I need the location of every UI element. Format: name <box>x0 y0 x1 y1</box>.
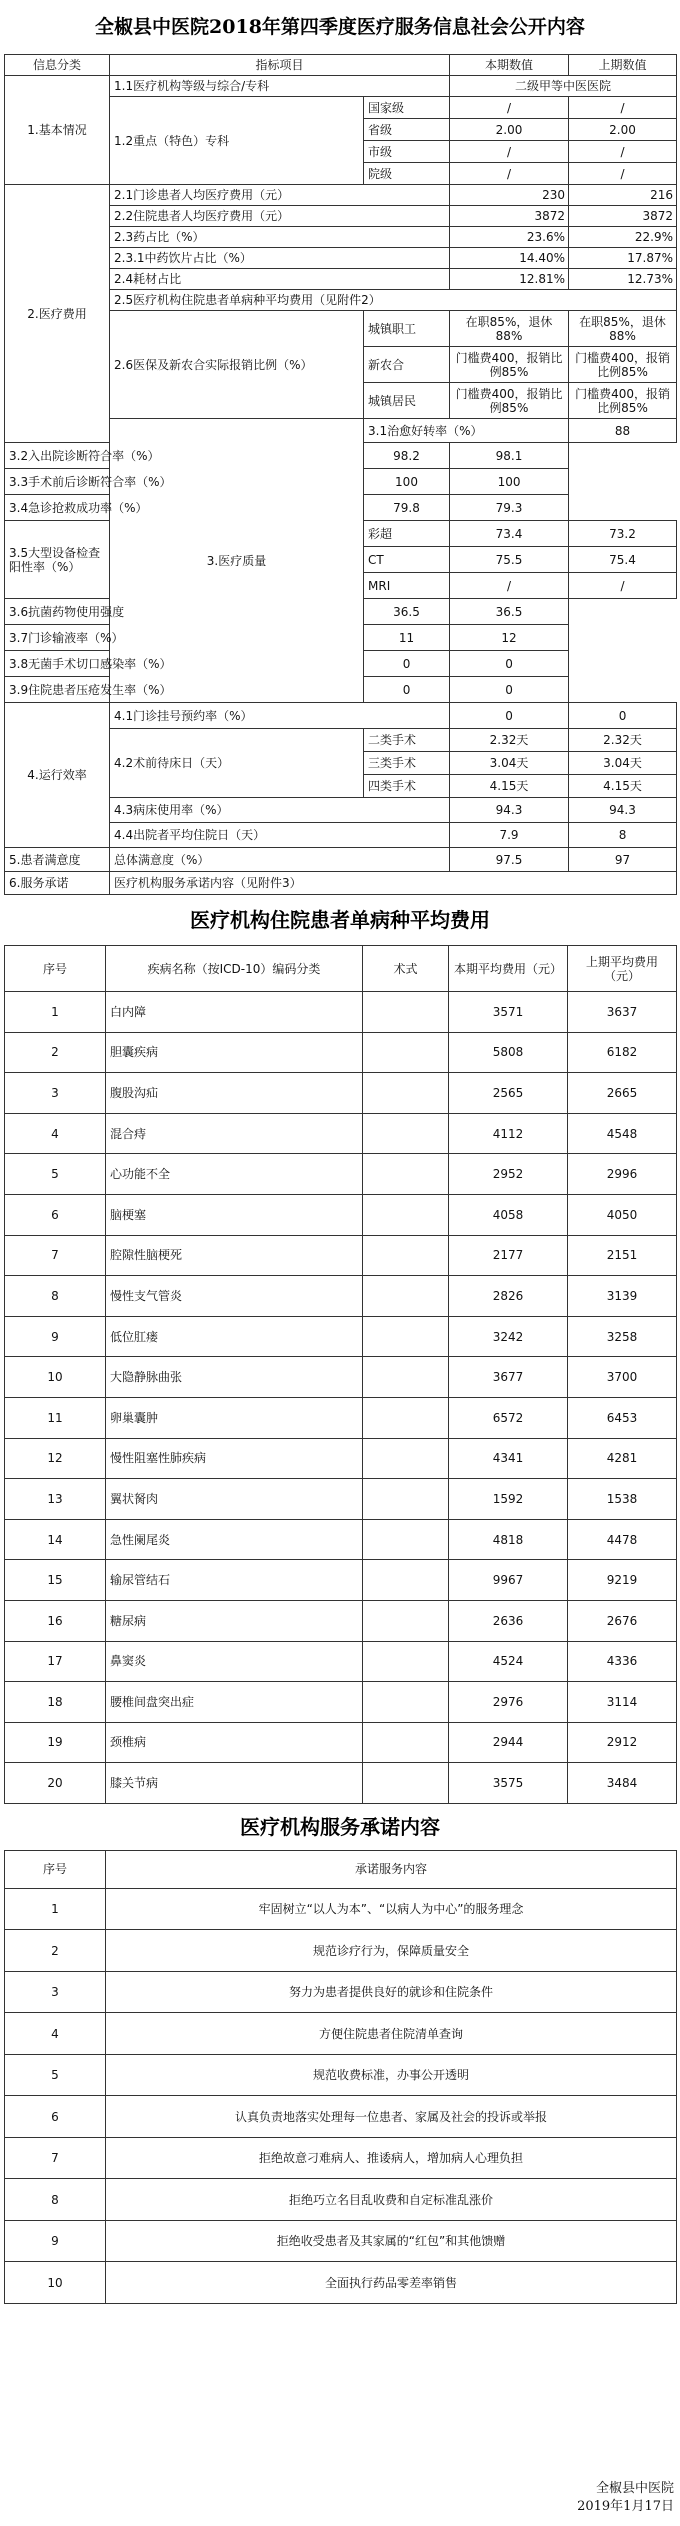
previous-cost: 2151 <box>568 1235 677 1276</box>
current-cost: 2944 <box>449 1722 568 1763</box>
previous-value: 17.87% <box>569 248 677 269</box>
row-number: 16 <box>5 1600 106 1641</box>
row-label: 2.5医疗机构住院患者单病种平均费用（见附件2） <box>110 290 677 311</box>
row-number: 14 <box>5 1519 106 1560</box>
header-indicator: 指标项目 <box>110 55 450 76</box>
current-value: / <box>450 141 569 163</box>
current-value: 在职85%，退休88% <box>450 311 569 347</box>
commitment-text: 全面执行药品零差率销售 <box>106 2262 677 2304</box>
row-number: 18 <box>5 1682 106 1723</box>
row-number: 2 <box>5 1032 106 1073</box>
table-row <box>5 1276 677 1317</box>
commitment-text: 规范诊疗行为，保障质量安全 <box>106 1930 677 1972</box>
table-row <box>5 1600 677 1641</box>
row-number: 17 <box>5 1641 106 1682</box>
current-value: 门槛费400，报销比例85% <box>450 383 569 419</box>
current-value: 2.32天 <box>450 729 569 752</box>
disease-name: 腰椎间盘突出症 <box>106 1682 363 1723</box>
table-row <box>5 1316 677 1357</box>
row-number: 3 <box>5 1073 106 1114</box>
previous-cost: 3114 <box>568 1682 677 1723</box>
current-cost: 2565 <box>449 1073 568 1114</box>
disease-cost-table <box>4 945 677 1804</box>
procedure <box>363 1722 449 1763</box>
disease-name: 心功能不全 <box>106 1154 363 1195</box>
row-label: 3.6抗菌药物使用强度 <box>5 599 364 625</box>
previous-value: / <box>569 163 677 185</box>
row-number: 4 <box>5 1113 106 1154</box>
table-row <box>5 443 677 469</box>
previous-cost: 2676 <box>568 1600 677 1641</box>
category-commitment: 6.服务承诺 <box>5 872 110 895</box>
row-number: 1 <box>5 1888 106 1930</box>
current-value: / <box>450 163 569 185</box>
commitment-text: 拒绝巧立名目乱收费和自定标准乱涨价 <box>106 2179 677 2221</box>
previous-value: 75.4 <box>569 547 677 573</box>
procedure <box>363 1438 449 1479</box>
previous-cost: 3637 <box>568 992 677 1033</box>
disease-name: 低位肛瘘 <box>106 1316 363 1357</box>
table-row <box>5 2013 677 2055</box>
table-row <box>5 599 677 625</box>
table-row <box>5 1073 677 1114</box>
commitment-text: 努力为患者提供良好的就诊和住院条件 <box>106 1971 677 2013</box>
table-row <box>5 1397 677 1438</box>
previous-cost: 4281 <box>568 1438 677 1479</box>
sub-label: 省级 <box>364 119 450 141</box>
row-number: 12 <box>5 1438 106 1479</box>
row-label: 2.1门诊患者人均医疗费用（元） <box>110 185 450 206</box>
previous-value: 门槛费400，报销比例85% <box>569 383 677 419</box>
commitment-text: 牢固树立“以人为本”、“以病人为中心”的服务理念 <box>106 1888 677 1930</box>
header-number: 序号 <box>5 946 106 992</box>
header-number: 序号 <box>5 1850 106 1888</box>
previous-cost: 9219 <box>568 1560 677 1601</box>
disease-name: 混合痔 <box>106 1113 363 1154</box>
current-cost: 4818 <box>449 1519 568 1560</box>
table-row <box>5 1154 677 1195</box>
row-label: 总体满意度（%） <box>110 848 450 872</box>
procedure <box>363 1276 449 1317</box>
sub-label: 四类手术 <box>364 775 450 798</box>
table-row <box>5 2220 677 2262</box>
table-row <box>5 1479 677 1520</box>
procedure <box>363 1600 449 1641</box>
row-number: 5 <box>5 1154 106 1195</box>
current-cost: 3575 <box>449 1763 568 1804</box>
sub-label: 城镇居民 <box>364 383 450 419</box>
row-label: 3.2入出院诊断符合率（%） <box>5 443 364 469</box>
row-label: 3.3手术前后诊断符合率（%） <box>5 469 364 495</box>
previous-value: 100 <box>450 469 569 495</box>
disease-name: 翼状胬肉 <box>106 1479 363 1520</box>
table-row <box>5 872 677 895</box>
current-cost: 2177 <box>449 1235 568 1276</box>
category-basic: 1.基本情况 <box>5 76 110 185</box>
row-number: 10 <box>5 1357 106 1398</box>
row-number: 15 <box>5 1560 106 1601</box>
row-label: 3.9住院患者压疮发生率（%） <box>5 677 364 703</box>
previous-cost: 1538 <box>568 1479 677 1520</box>
row-number: 7 <box>5 2137 106 2179</box>
previous-value: 94.3 <box>569 798 677 823</box>
previous-value: 在职85%，退休88% <box>569 311 677 347</box>
row-number: 4 <box>5 2013 106 2055</box>
table-row <box>5 1888 677 1930</box>
procedure <box>363 1316 449 1357</box>
procedure <box>363 1357 449 1398</box>
previous-value: 0 <box>450 677 569 703</box>
row-number: 8 <box>5 2179 106 2221</box>
table-header-row <box>5 1850 677 1888</box>
procedure <box>363 1641 449 1682</box>
current-value: 11 <box>364 625 450 651</box>
row-number: 2 <box>5 1930 106 1972</box>
signature-block <box>577 2480 674 2516</box>
current-cost: 4058 <box>449 1194 568 1235</box>
table-row <box>5 703 677 729</box>
current-cost: 3677 <box>449 1357 568 1398</box>
table-row <box>5 1194 677 1235</box>
commitment-text: 方便住院患者住院清单查询 <box>106 2013 677 2055</box>
procedure <box>363 1032 449 1073</box>
previous-value: 97 <box>569 848 677 872</box>
row-number: 20 <box>5 1763 106 1804</box>
current-cost: 2976 <box>449 1682 568 1723</box>
procedure <box>363 1154 449 1195</box>
previous-value: 73.2 <box>569 521 677 547</box>
previous-value: 98.1 <box>450 443 569 469</box>
table-header-row <box>5 55 677 76</box>
header-disease: 疾病名称（按ICD-10）编码分类 <box>106 946 363 992</box>
header-current-cost: 本期平均费用（元） <box>449 946 568 992</box>
row-label: 3.1治愈好转率（%） <box>364 419 569 443</box>
previous-value: 0 <box>569 703 677 729</box>
current-value: 73.4 <box>450 521 569 547</box>
category-efficiency: 4.运行效率 <box>5 703 110 848</box>
header-procedure: 术式 <box>363 946 449 992</box>
previous-value: / <box>569 141 677 163</box>
current-value: 2.00 <box>450 119 569 141</box>
sub-label: 二类手术 <box>364 729 450 752</box>
table-row <box>5 1930 677 1972</box>
disease-name: 腹股沟疝 <box>106 1073 363 1114</box>
current-value: 230 <box>450 185 569 206</box>
disease-name: 颈椎病 <box>106 1722 363 1763</box>
sub-label: 新农合 <box>364 347 450 383</box>
previous-value: 79.3 <box>450 495 569 521</box>
procedure <box>363 1479 449 1520</box>
table-header-row <box>5 946 677 992</box>
table-row <box>5 1113 677 1154</box>
row-number: 9 <box>5 1316 106 1357</box>
row-number: 6 <box>5 1194 106 1235</box>
header-current: 本期数值 <box>450 55 569 76</box>
table-row <box>5 495 677 521</box>
sub-label: CT <box>364 547 450 573</box>
section-title-commitments: 医疗机构服务承诺内容 <box>240 1814 440 1839</box>
previous-value: 门槛费400，报销比例85% <box>569 347 677 383</box>
current-value: / <box>450 97 569 119</box>
current-value: 14.40% <box>450 248 569 269</box>
category-cost: 2.医疗费用 <box>5 185 110 443</box>
row-number: 11 <box>5 1397 106 1438</box>
previous-value: 12 <box>450 625 569 651</box>
current-value: 98.2 <box>364 443 450 469</box>
disease-name: 慢性支气管炎 <box>106 1276 363 1317</box>
table-row <box>5 1763 677 1804</box>
previous-cost: 6182 <box>568 1032 677 1073</box>
current-value: 7.9 <box>450 823 569 848</box>
row-label: 4.1门诊挂号预约率（%） <box>110 703 450 729</box>
current-value: 门槛费400，报销比例85% <box>450 347 569 383</box>
current-value: / <box>450 573 569 599</box>
row-label: 2.3药占比（%） <box>110 227 450 248</box>
header-previous-cost: 上期平均费用（元） <box>568 946 677 992</box>
commitment-text: 规范收费标准，办事公开透明 <box>106 2054 677 2096</box>
row-label: 3.8无菌手术切口感染率（%） <box>5 651 364 677</box>
section-title-disease-costs: 医疗机构住院患者单病种平均费用 <box>190 908 490 932</box>
current-value: 100 <box>364 469 450 495</box>
previous-value: / <box>569 97 677 119</box>
disease-name: 膝关节病 <box>106 1763 363 1804</box>
signature-org: 全椒县中医院 <box>595 2481 674 2496</box>
header-commitment: 承诺服务内容 <box>106 1850 677 1888</box>
current-cost: 4341 <box>449 1438 568 1479</box>
previous-value: 216 <box>569 185 677 206</box>
current-cost: 2636 <box>449 1600 568 1641</box>
current-cost: 9967 <box>449 1560 568 1601</box>
previous-cost: 3484 <box>568 1763 677 1804</box>
row-number: 8 <box>5 1276 106 1317</box>
row-label: 4.3病床使用率（%） <box>110 798 450 823</box>
previous-cost: 4478 <box>568 1519 677 1560</box>
disease-name: 急性阑尾炎 <box>106 1519 363 1560</box>
table-row <box>5 1682 677 1723</box>
row-label: 3.7门诊输液率（%） <box>5 625 364 651</box>
current-cost: 4524 <box>449 1641 568 1682</box>
row-label: 1.2重点（特色）专科 <box>110 97 364 185</box>
table-row <box>5 651 677 677</box>
table-row <box>5 677 677 703</box>
row-number: 19 <box>5 1722 106 1763</box>
previous-cost: 2665 <box>568 1073 677 1114</box>
disease-name: 腔隙性脑梗死 <box>106 1235 363 1276</box>
previous-cost: 4050 <box>568 1194 677 1235</box>
previous-cost: 4548 <box>568 1113 677 1154</box>
previous-cost: 4336 <box>568 1641 677 1682</box>
commitment-text: 认真负责地落实处理每一位患者、家属及社会的投诉或举报 <box>106 2096 677 2138</box>
current-cost: 2826 <box>449 1276 568 1317</box>
commitment-table <box>4 1850 677 2304</box>
table-row <box>5 1032 677 1073</box>
table-row <box>5 1357 677 1398</box>
signature-date: 2019年1月17日 <box>577 2499 674 2514</box>
procedure <box>363 1397 449 1438</box>
table-row <box>5 2262 677 2304</box>
row-label: 2.6医保及新农合实际报销比例（%） <box>110 311 364 419</box>
previous-value: 2.00 <box>569 119 677 141</box>
row-label: 4.2术前待床日（天） <box>110 729 364 798</box>
previous-value: 8 <box>569 823 677 848</box>
previous-cost: 2996 <box>568 1154 677 1195</box>
info-disclosure-table <box>4 54 677 895</box>
row-number: 10 <box>5 2262 106 2304</box>
current-value: 3872 <box>450 206 569 227</box>
row-number: 7 <box>5 1235 106 1276</box>
row-label: 2.2住院患者人均医疗费用（元） <box>110 206 450 227</box>
table-row <box>5 1560 677 1601</box>
previous-value: 4.15天 <box>569 775 677 798</box>
previous-cost: 6453 <box>568 1397 677 1438</box>
current-cost: 3571 <box>449 992 568 1033</box>
row-value: 二级甲等中医医院 <box>450 76 677 97</box>
report-page <box>4 0 676 2304</box>
disease-name: 卵巢囊肿 <box>106 1397 363 1438</box>
disease-name: 慢性阻塞性肺疾病 <box>106 1438 363 1479</box>
category-satisfaction: 5.患者满意度 <box>5 848 110 872</box>
current-value: 12.81% <box>450 269 569 290</box>
previous-value: 0 <box>450 651 569 677</box>
current-cost: 4112 <box>449 1113 568 1154</box>
disease-name: 鼻窦炎 <box>106 1641 363 1682</box>
current-value: 97.5 <box>450 848 569 872</box>
procedure <box>363 992 449 1033</box>
table-row <box>5 2179 677 2221</box>
row-label: 2.4耗材占比 <box>110 269 450 290</box>
row-number: 5 <box>5 2054 106 2096</box>
disease-name: 白内障 <box>106 992 363 1033</box>
header-category: 信息分类 <box>5 55 110 76</box>
procedure <box>363 1519 449 1560</box>
row-number: 3 <box>5 1971 106 2013</box>
table-row <box>5 1438 677 1479</box>
disease-name: 糖尿病 <box>106 1600 363 1641</box>
disease-name: 胆囊疾病 <box>106 1032 363 1073</box>
current-value: 0 <box>364 651 450 677</box>
table-row <box>5 1235 677 1276</box>
row-label: 1.1医疗机构等级与综合/专科 <box>110 76 450 97</box>
procedure <box>363 1763 449 1804</box>
sub-label: 市级 <box>364 141 450 163</box>
previous-value: 12.73% <box>569 269 677 290</box>
disease-name: 输尿管结石 <box>106 1560 363 1601</box>
previous-cost: 3258 <box>568 1316 677 1357</box>
row-number: 13 <box>5 1479 106 1520</box>
current-cost: 6572 <box>449 1397 568 1438</box>
table-row <box>5 1722 677 1763</box>
commitment-text: 拒绝收受患者及其家属的“红包”和其他馈赠 <box>106 2220 677 2262</box>
procedure <box>363 1194 449 1235</box>
current-cost: 5808 <box>449 1032 568 1073</box>
sub-label: 城镇职工 <box>364 311 450 347</box>
table-row <box>5 185 677 206</box>
row-number: 6 <box>5 2096 106 2138</box>
sub-label: 国家级 <box>364 97 450 119</box>
table-row <box>5 76 677 97</box>
procedure <box>363 1073 449 1114</box>
current-value: 94.3 <box>450 798 569 823</box>
current-value: 79.8 <box>364 495 450 521</box>
disease-name: 脑梗塞 <box>106 1194 363 1235</box>
table-row <box>5 1971 677 2013</box>
disease-name: 大隐静脉曲张 <box>106 1357 363 1398</box>
header-previous: 上期数值 <box>569 55 677 76</box>
table-row <box>5 625 677 651</box>
table-row <box>5 2096 677 2138</box>
current-value: 75.5 <box>450 547 569 573</box>
current-value: 0 <box>364 677 450 703</box>
current-value: 3.04天 <box>450 752 569 775</box>
previous-cost: 2912 <box>568 1722 677 1763</box>
row-number: 9 <box>5 2220 106 2262</box>
table-row <box>5 469 677 495</box>
sub-label: 彩超 <box>364 521 450 547</box>
current-cost: 3242 <box>449 1316 568 1357</box>
current-value: 36.5 <box>364 599 450 625</box>
previous-value: 3.04天 <box>569 752 677 775</box>
current-value: 88 <box>569 419 677 443</box>
table-row <box>5 1519 677 1560</box>
current-value: 0 <box>450 703 569 729</box>
sub-label: MRI <box>364 573 450 599</box>
previous-value: 2.32天 <box>569 729 677 752</box>
row-label: 3.5大型设备检查阳性率（%） <box>5 521 110 599</box>
table-row <box>5 2137 677 2179</box>
row-label: 4.4出院者平均住院日（天） <box>110 823 450 848</box>
row-label: 2.3.1中药饮片占比（%） <box>110 248 450 269</box>
previous-value: / <box>569 573 677 599</box>
procedure <box>363 1235 449 1276</box>
previous-cost: 3139 <box>568 1276 677 1317</box>
commitment-text: 拒绝故意刁难病人、推诿病人，增加病人心理负担 <box>106 2137 677 2179</box>
procedure <box>363 1560 449 1601</box>
row-number: 1 <box>5 992 106 1033</box>
table-row <box>5 848 677 872</box>
report-title: 全椒县中医院2018年第四季度医疗服务信息社会公开内容 <box>95 16 585 38</box>
current-value: 4.15天 <box>450 775 569 798</box>
previous-cost: 3700 <box>568 1357 677 1398</box>
table-row <box>5 1641 677 1682</box>
previous-value: 3872 <box>569 206 677 227</box>
procedure <box>363 1113 449 1154</box>
previous-value: 22.9% <box>569 227 677 248</box>
sub-label: 院级 <box>364 163 450 185</box>
row-label: 3.4急诊抢救成功率（%） <box>5 495 364 521</box>
table-row <box>5 992 677 1033</box>
sub-label: 三类手术 <box>364 752 450 775</box>
current-cost: 2952 <box>449 1154 568 1195</box>
table-row <box>5 2054 677 2096</box>
row-label: 医疗机构服务承诺内容（见附件3） <box>110 872 677 895</box>
procedure <box>363 1682 449 1723</box>
category-quality: 3.医疗质量 <box>110 419 364 703</box>
current-cost: 1592 <box>449 1479 568 1520</box>
current-value: 23.6% <box>450 227 569 248</box>
previous-value: 36.5 <box>450 599 569 625</box>
